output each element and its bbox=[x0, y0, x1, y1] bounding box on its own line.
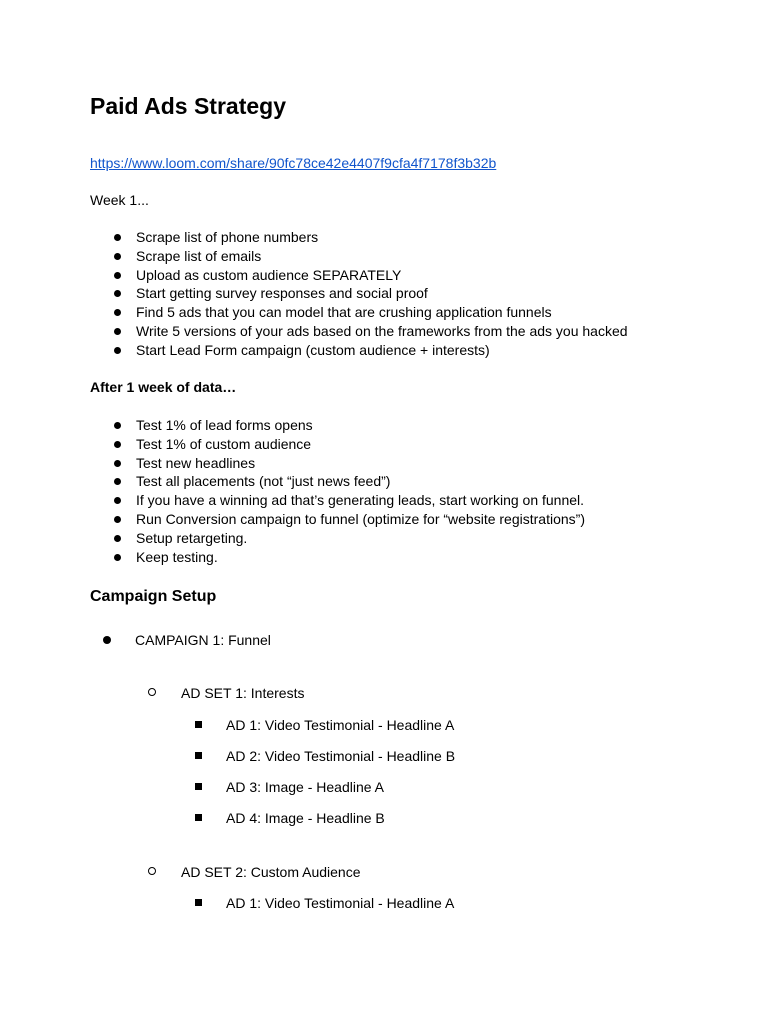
bullet-icon bbox=[114, 554, 121, 561]
ad-item: AD 3: Image - Headline A bbox=[226, 779, 384, 795]
ad-item: AD 2: Video Testimonial - Headline B bbox=[226, 748, 456, 764]
square-bullet-icon bbox=[195, 752, 202, 759]
square-bullet-icon bbox=[195, 899, 202, 906]
bullet-icon bbox=[114, 234, 121, 241]
ad-item: AD 1: Video Testimonial - Headline A bbox=[226, 717, 455, 733]
document-page: Paid Ads Strategy https://www.loom.com/share/90fc78ce42e4407f9cfa4f7178f3b32b Week 1... Scrape list of phone numbers Scrape list of emails Upload as custom audience SEPARATELY Start getting survey responses and social proof Find 5 ads that you can model that are crushing application funnels Write 5 versions of your ads based on the frameworks from the ads you hacked Start Lead Form campaign (custom audience + interests) After 1 week of data… Test 1% of lead forms opens Test 1% of custom audience Test new headlines Test all placements (not “just news feed”) If you have a winning ad that’s generating leads, start working on funnel. Run Conversion campaign to funnel (optimize for “website registrations”) Setup retargeting. Keep testing. Campaign Setup CAMPAIGN 1: Funnel AD SET 1: Interests AD 1: Video Testimonial - Headline A AD 2: Video Testimonial - Headline B AD 3: Image - Headline A AD 4: Image - Headline B AD SET 2: Custom Audience AD 1: Video Testimonial - Headline A bbox=[90, 93, 628, 911]
bullet-icon bbox=[114, 535, 121, 542]
bullet-icon bbox=[114, 478, 121, 485]
ad-set-label: AD SET 1: Interests bbox=[181, 685, 305, 701]
after-heading: After 1 week of data… bbox=[90, 379, 237, 395]
circle-bullet-icon bbox=[148, 867, 156, 875]
ad-item: AD 1: Video Testimonial - Headline A bbox=[226, 895, 455, 911]
ad-item: AD 4: Image - Headline B bbox=[226, 810, 385, 826]
bullet-icon bbox=[114, 290, 121, 297]
bullet-icon bbox=[114, 497, 121, 504]
bullet-icon bbox=[114, 309, 121, 316]
bullet-icon bbox=[114, 422, 121, 429]
campaign-label: CAMPAIGN 1: Funnel bbox=[135, 632, 271, 648]
bullet-icon bbox=[103, 636, 111, 644]
campaign-setup-heading: Campaign Setup bbox=[90, 588, 217, 605]
circle-bullet-icon bbox=[148, 688, 156, 696]
ad-set-label: AD SET 2: Custom Audience bbox=[181, 864, 361, 880]
square-bullet-icon bbox=[195, 783, 202, 790]
square-bullet-icon bbox=[195, 814, 202, 821]
bullet-icon bbox=[114, 347, 121, 354]
bullet-icon bbox=[114, 460, 121, 467]
bullet-icon bbox=[114, 272, 121, 279]
loom-link[interactable]: https://www.loom.com/share/90fc78ce42e4407f9cfa4f7178f3b32b bbox=[90, 155, 497, 171]
week-label: Week 1... bbox=[90, 192, 149, 208]
bullet-icon bbox=[114, 441, 121, 448]
bullet-icon bbox=[114, 516, 121, 523]
document-title: Paid Ads Strategy bbox=[90, 93, 286, 119]
bullet-icon bbox=[114, 253, 121, 260]
bullet-icon bbox=[114, 328, 121, 335]
square-bullet-icon bbox=[195, 721, 202, 728]
